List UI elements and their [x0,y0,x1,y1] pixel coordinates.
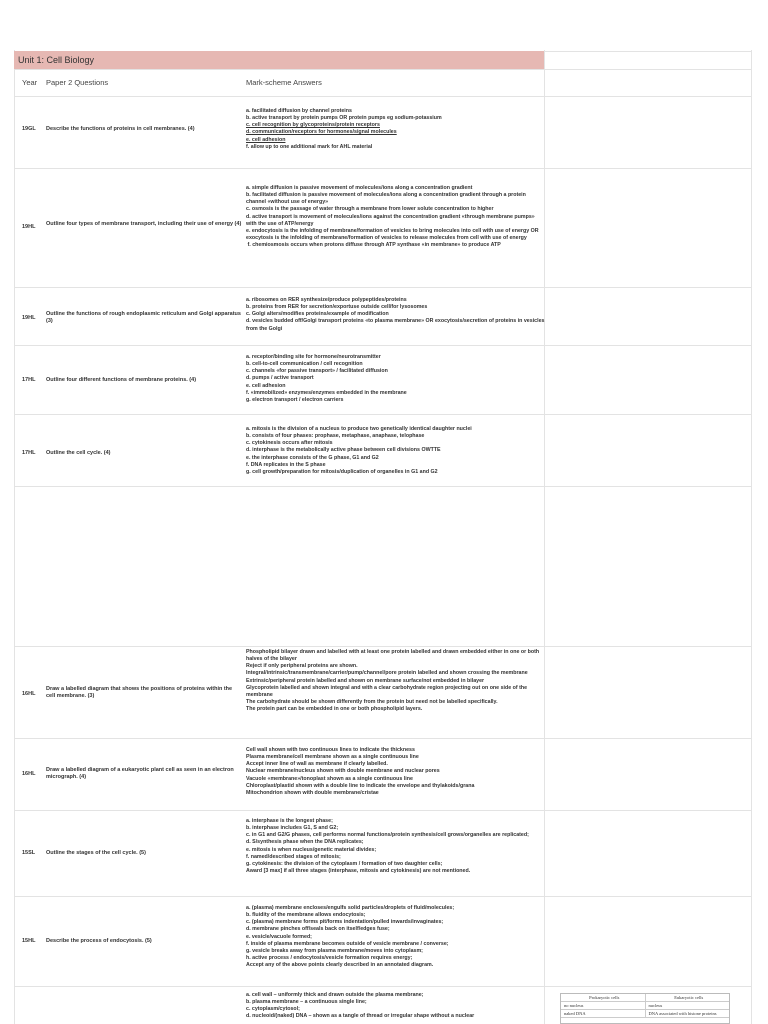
answer-line: Accept inner line of wall as membrane if clearly labelled. [246,761,388,768]
row-question: Draw a labelled diagram that shows the positions of proteins within the cell membrane. (3) [46,686,233,700]
answer-line: Accept any of the above points clearly described in an annotated diagram. [246,962,434,969]
row-answer [246,649,546,713]
row-year: 15SL [22,850,36,856]
grid-line [751,50,752,1024]
answer-line: e. cell adhesion [246,382,286,389]
table-row [14,287,751,345]
answer-line: d. nucleoid/(naked) DNA – shown as a tangle of thread or irregular shape without a nuclear [246,1013,475,1020]
answer-line: e. the interphase consists of the G phase, G1 and G2 [246,454,379,461]
row-question: Outline the cell cycle. (4) [46,450,111,456]
answer-line: Integral/intrinsic/transmembrane/carrier/pump/channel/pore protein labelled and shown crossing the membrane [246,670,528,677]
row-question: Describe the functions of proteins in cell membranes. (4) [46,126,195,132]
table-row [14,896,751,986]
answer-line: Nuclear membrane/nucleus shown with double membrane and nuclear pores [246,768,440,775]
table-row [14,738,751,810]
answer-line: a. mitosis is the division of a nucleus to produce two genetically identical daughter nuclei [246,426,472,432]
answer-line: c. osmosis is the passage of water through a membrane from lower solute concentration to higher [246,206,494,213]
row-answer [246,818,546,875]
row-answer [246,185,546,249]
answer-line: e. mitosis is when nucleus/genetic material divides; [246,846,377,853]
row-year: 17HL [22,450,36,456]
answer-line: a. receptor/binding site for hormone/neurotransmitter [246,354,381,360]
mini-table-cell: naked DNA [561,1010,646,1017]
answer-line: e. vesicle/vacuole formed; [246,933,312,940]
row-year: 17HL [22,377,36,383]
mini-table-row [561,1010,729,1018]
answer-line: c. cell recognition by glycoproteins/protein receptors [246,122,380,129]
answer-line: b. proteins from RER for secretion/exportuse outside cell/for lysosomes [246,304,428,311]
answer-line: g. electron transport / electron carriers [246,396,344,403]
row-question: Describe the process of endocytosis. (5) [46,938,152,944]
answer-line: b. active transport by protein pumps OR protein pumps eg sodium-potassium [246,115,442,122]
answer-line: g. cytokinesis: the division of the cytoplasm / formation of two daughter cells; [246,860,443,867]
answer-line: c. (plasma) membrane forms pit/forms indentation/pulled inwards/invaginates; [246,919,444,926]
table-row [14,168,751,287]
row-answer [246,747,546,797]
answer-line: Glycoprotein labelled and shown integral and with a clear carbohydrate region projecting out on one side of the membrane [246,684,529,698]
answer-line: c. in G1 and G2/G phases, cell performs normal functions/protein synthesis/cell grows/organelles are replicated; [246,832,529,839]
row-question: Outline four different functions of membrane proteins. (4) [46,377,197,383]
answer-line: The protein part can be embedded in one or both phospholipid layers. [246,706,423,713]
table-row [14,414,751,486]
answer-line: b. consists of four phases: prophase, metaphase, anaphase, telophase [246,433,425,440]
answer-line: d. communication/receptors for hormones/signal molecules [246,129,397,136]
header-question: Paper 2 Questions [46,78,109,87]
answer-line: a. facilitated diffusion by channel proteins [246,108,352,114]
grid-line [14,69,751,70]
row-year: 16HL [22,691,36,697]
row-answer [246,905,546,969]
answer-line: b. plasma membrane – a continuous single line; [246,999,367,1006]
mini-table-header [561,994,729,1002]
answer-line: Plasma membrane/cell membrane shown as a single continuous line [246,754,419,761]
row-question: Draw a labelled diagram of a eukaryotic plant cell as seen in an electron micrograph. (4) [46,767,234,781]
mini-table-header-cell: Eukaryotic cells [674,995,704,1000]
answer-line: a. simple diffusion is passive movement of molecules/ions along a concentration gradient [246,185,473,191]
row-year: 16HL [22,771,36,777]
answer-line: b. cell-to-cell communication / cell recognition [246,361,363,368]
answer-line: The carbohydrate should be shown differently from the protein but need not be labelled specifically. [246,698,498,705]
table-row [14,345,751,414]
answer-line: f. inside of plasma membrane becomes outside of vesicle membrane / converse; [246,940,449,947]
answer-line: Award [3 max] if all three stages (interphase, mitosis and cytokinesis) are not mentioned. [246,867,471,874]
answer-line: Cell wall shown with two continuous lines to indicate the thickness [246,747,415,753]
answer-line: c. cytokinesis occurs after mitosis [246,440,333,447]
answer-line: d. S/synthesis phase when the DNA replicates; [246,839,364,846]
answer-line: g. cell growth/preparation for mitosis/duplication of organelles in G1 and G2 [246,468,438,475]
answer-line: g. vesicle breaks away from plasma membrane/moves into cytoplasm; [246,947,423,954]
answer-line: c. channels «for passive transport» / facilitated diffusion [246,368,388,375]
answer-line: c. cytoplasm/cytosol; [246,1006,300,1013]
answer-line: d. vesicles budded off/Golgi transport proteins «to plasma membrane» OR exocytosis/secretion of proteins in vesicles from the Golgi [246,318,546,332]
answer-line: h. active process / endocytosis/vesicle formation requires energy; [246,954,413,961]
table-row [14,810,751,896]
answer-line: Vacuole «membrane»/tonoplast shown as a single continuous line [246,775,413,782]
row-question: Outline the stages of the cell cycle. (5) [46,850,146,856]
answer-line: f. allow up to one additional mark for AHL material [246,143,373,150]
table-row [14,96,751,168]
answer-line: d. active transport is movement of molecules/ions against the concentration gradient «through membrane pumps» with the use of ATP/energy [246,213,537,227]
answer-line: c. Golgi alters/modifies proteins/example of modification [246,311,389,318]
answer-line: d. interphase is the metabolically active phase between cell divisions OWTTE [246,447,441,454]
answer-line: f. DNA replicates in the S phase [246,461,326,468]
answer-line: Reject if only peripheral proteins are shown. [246,663,358,670]
answer-line: Extrinsic/peripheral protein labelled and shown on membrane surface/not embedded in bilayer [246,677,485,684]
answer-line: f. named/described stages of mitosis; [246,853,341,860]
row-year: 19HL [22,224,36,230]
row-question: Outline the functions of rough endoplasmic reticulum and Golgi apparatus (3) [46,311,241,325]
answer-line: f. chemiosmosis occurs when protons diffuse through ATP synthase «in membrane» to produce ATP [246,242,501,249]
answer-line: b. facilitated diffusion is passive movement of molecules/ions along a concentration gradient through a protein channel «without use of energy» [246,192,528,206]
mini-table-cell: DNA associated with histone proteins [648,1011,717,1016]
answer-line: a. interphase is the longest phase; [246,818,333,824]
mini-table-cell: no nucleus [561,1002,646,1009]
answer-line: Chloroplast/plastid shown with a double line to indicate the envelope and thylakoids/grana [246,782,475,789]
row-answer [246,354,546,404]
answer-line: b. interphase includes G1, S and G2; [246,825,339,832]
answer-line: Phospholipid bilayer drawn and labelled with at least one protein labelled and drawn embedded either in one or both halves of the bilayer [246,649,541,663]
table-row [14,646,751,738]
answer-line: e. cell adhesion [246,136,286,143]
row-year: 19GL [22,126,36,132]
answer-line: f. «immobilized» enzymes/enzymes embedded in the membrane [246,389,407,396]
row-answer [246,297,546,333]
header-answer: Mark-scheme Answers [246,78,322,87]
row-answer [246,426,546,476]
row-answer [246,108,546,151]
answer-line: a. ribosomes on RER synthesize/produce polypeptides/proteins [246,297,407,303]
row-question: Outline four types of membrane transport, including their use of energy (4) [46,221,242,227]
mini-table-row [561,1002,729,1010]
answer-line: d. membrane pinches off/seals back on itself/edges fuse; [246,926,390,933]
answer-line: a. cell wall – uniformly thick and drawn outside the plasma membrane; [246,992,424,998]
grid-line [14,486,751,487]
prokaryote-eukaryote-table [560,993,730,1024]
answer-line: d. pumps / active transport [246,375,314,382]
answer-line: e. endocytosis is the infolding of membrane/formation of vesicles to bring molecules into cell with use of energy OR exocytosis is the infolding of membrane/formation of vesicles to release molecules from cell with use of energy [246,227,541,241]
mini-table-cell: nucleus [648,1003,663,1008]
row-year: 15HL [22,938,36,944]
answer-line: Mitochondrion shown with double membrane/cristae [246,789,379,796]
answer-line: b. fluidity of the membrane allows endocytosis; [246,912,366,919]
unit-title: Unit 1: Cell Biology [14,51,544,69]
row-answer [246,992,546,1021]
answer-line: a. (plasma) membrane encloses/engulfs solid particles/droplets of fluid/molecules; [246,905,455,911]
row-year: 19HL [22,315,36,321]
mini-table-header-cell: Prokaryotic cells [561,994,646,1001]
header-year: Year [22,78,38,87]
